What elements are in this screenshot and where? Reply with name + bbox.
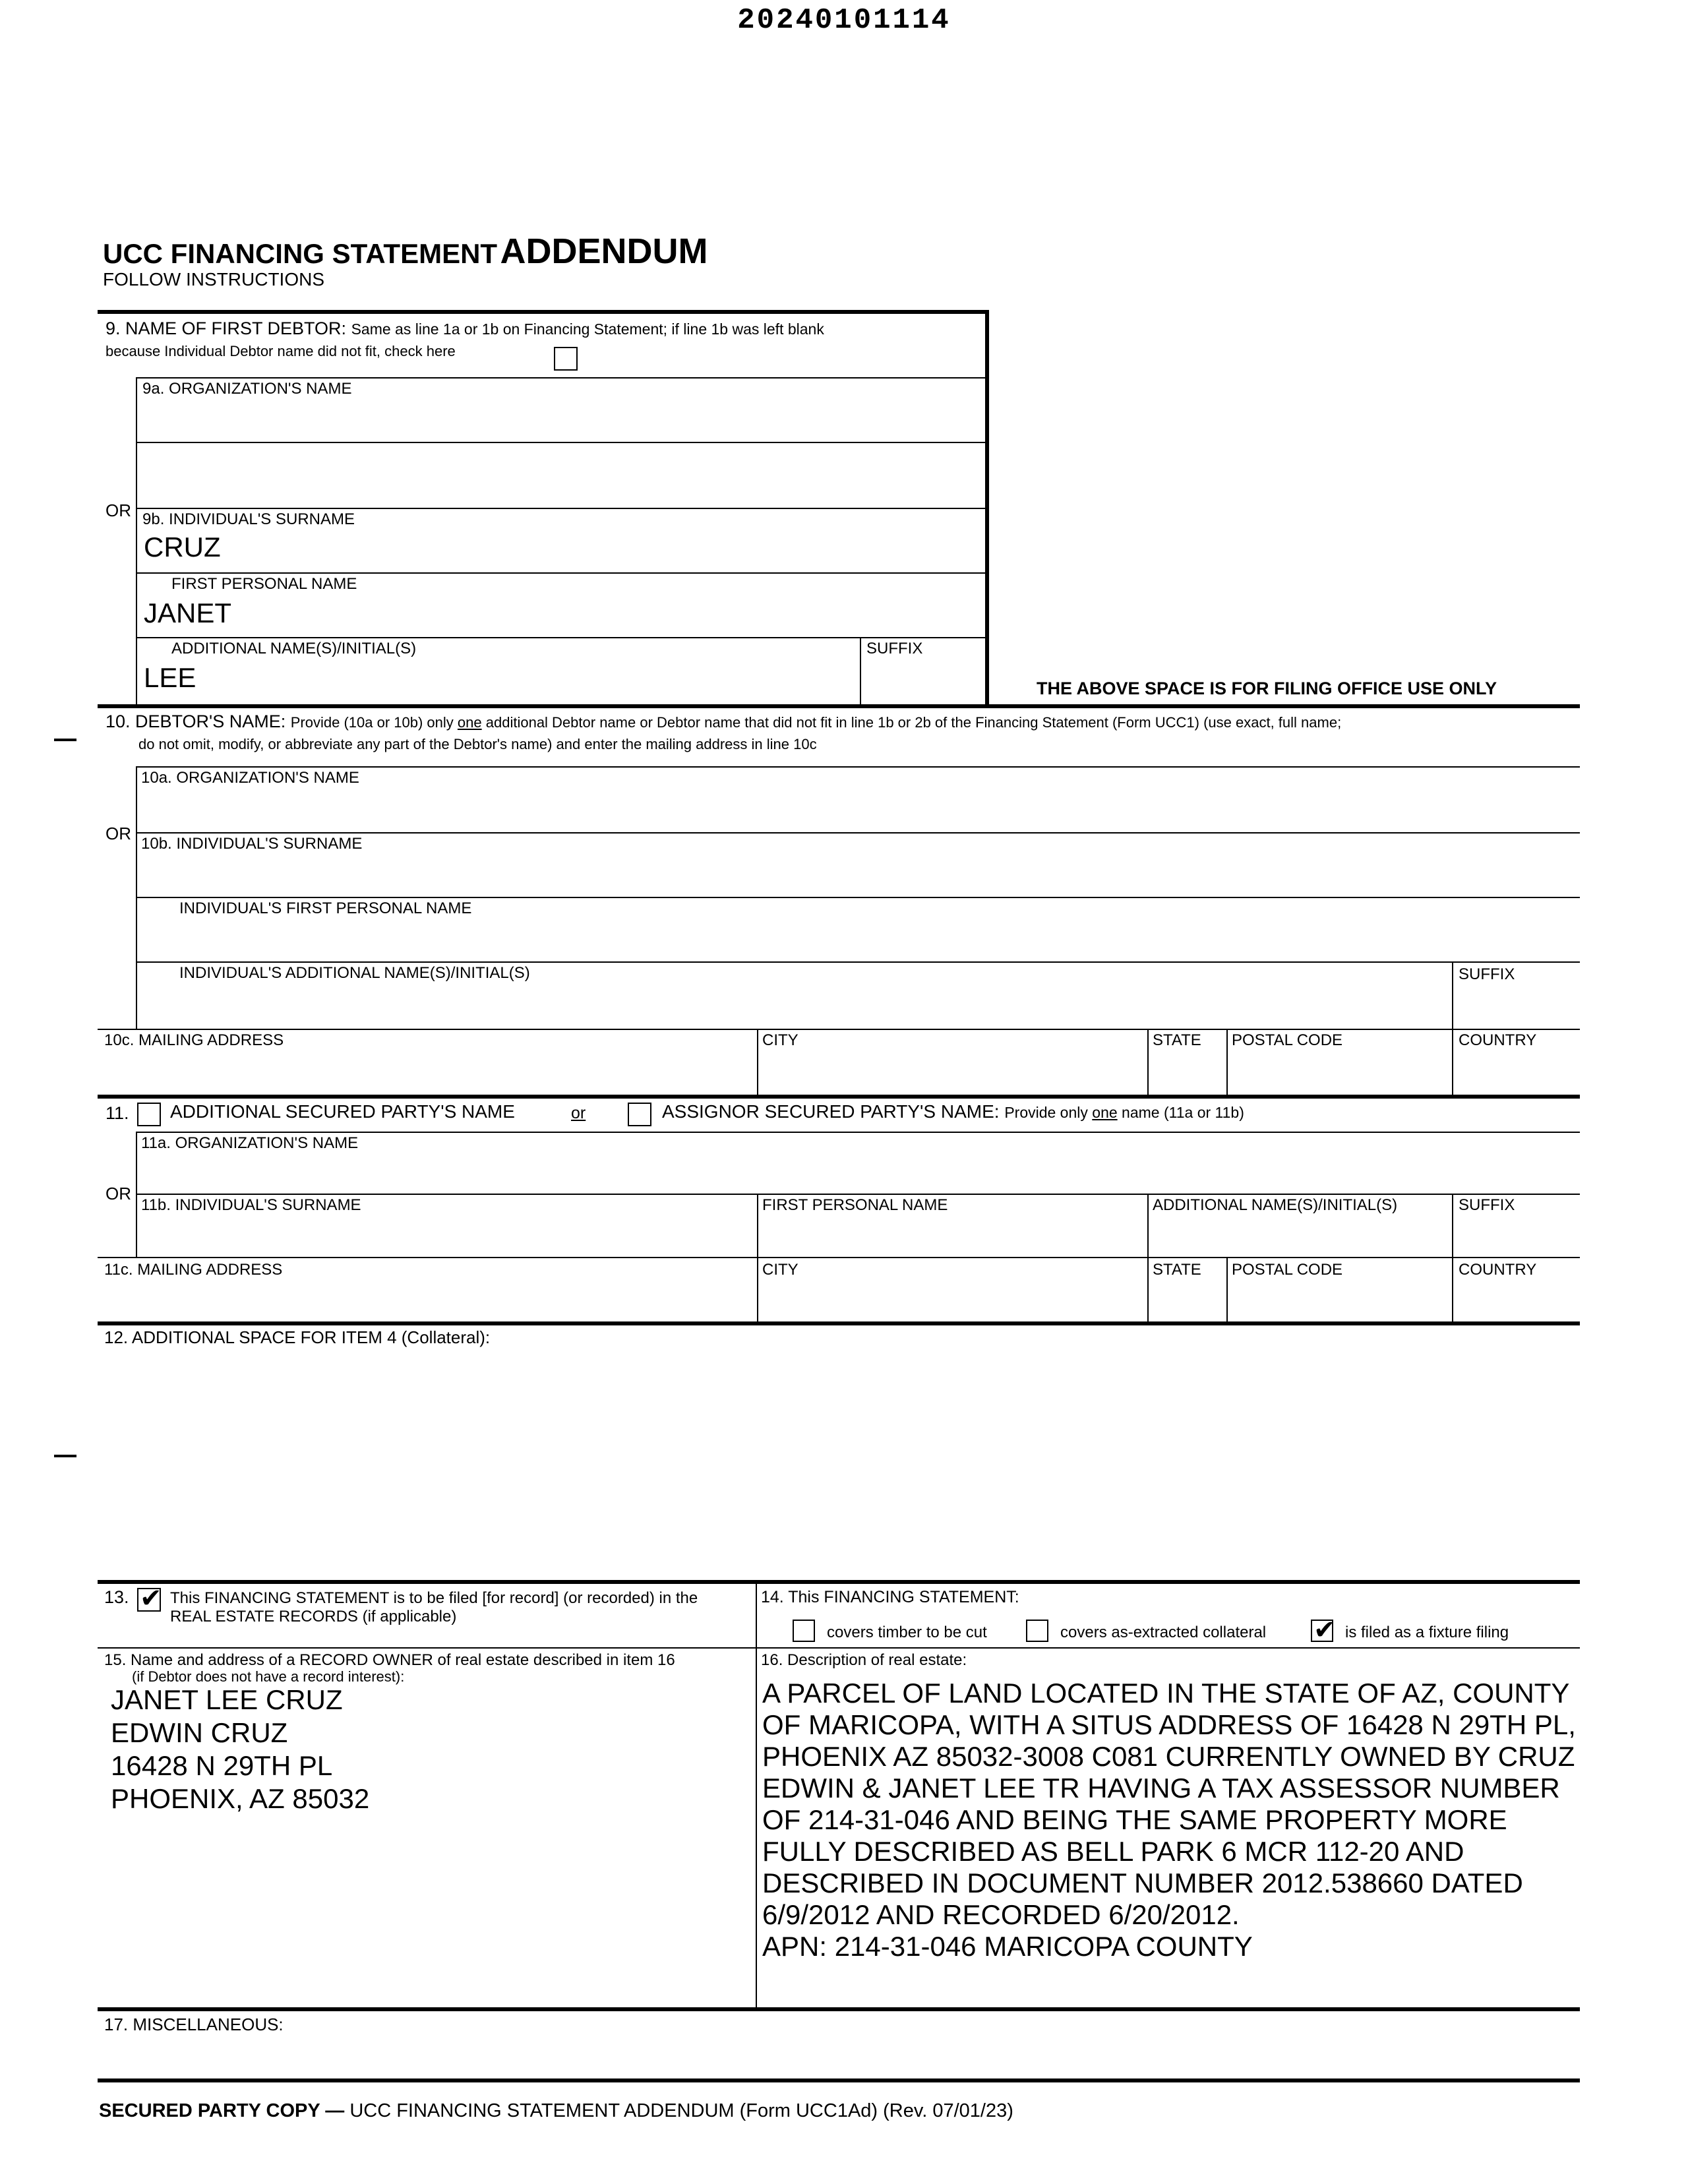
s11c-country-divider	[1452, 1257, 1453, 1323]
s10-heading	[106, 711, 1341, 733]
form-title	[103, 231, 708, 272]
s11-additional-checkbox[interactable]	[137, 1103, 161, 1126]
s10-instr1a: Provide (10a or 10b) only	[290, 714, 454, 731]
margin-mark-upper	[54, 739, 76, 741]
s11c-mailing-label: 11c. MAILING ADDRESS	[104, 1261, 283, 1279]
s15-sublabel: (if Debtor does not have a record interest):	[132, 1668, 405, 1685]
s11-instr-a: Provide only	[1004, 1104, 1088, 1121]
s10-instr1b: additional Debtor name or Debtor name that did not fit in line 1b or 2b of the Financing Statement (Form UCC1) (use exact, full name;	[485, 714, 1342, 731]
s10c-city-divider	[757, 1029, 758, 1097]
s16-desc-line-3: PHOENIX AZ 85032-3008 C081 CURRENTLY OWNED BY CRUZ	[762, 1741, 1575, 1772]
s9b-additional-label: ADDITIONAL NAME(S)/INITIAL(S)	[171, 640, 417, 657]
s11a-top	[136, 1132, 1580, 1133]
s9b-surname-value: CRUZ	[144, 531, 221, 562]
footer-form-text: UCC FINANCING STATEMENT ADDENDUM (Form UCC1Ad) (Rev. 07/01/23)	[349, 2100, 1013, 2121]
s10c-state-label: STATE	[1153, 1031, 1201, 1049]
s11-instr	[1004, 1104, 1244, 1121]
s14-fixture-checkbox[interactable]	[1311, 1615, 1336, 1645]
s16-desc-line-7: DESCRIBED IN DOCUMENT NUMBER 2012.538660 DATED	[762, 1867, 1523, 1898]
s10c-city-label: CITY	[762, 1031, 799, 1049]
s17-top-border	[98, 2007, 1580, 2011]
s9a-top	[136, 377, 985, 379]
footer-copy-label: SECURED PARTY COPY —	[99, 2100, 345, 2121]
s11a-org-label: 11a. ORGANIZATION'S NAME	[141, 1134, 359, 1152]
s13-text1: This FINANCING STATEMENT is to be filed [for record] (or recorded) in the	[170, 1589, 698, 1607]
s9b-first-top	[136, 572, 985, 574]
s10b-top	[136, 832, 1580, 834]
s13-check-mark-icon: ✔	[140, 1583, 162, 1614]
s13-text2: REAL ESTATE RECORDS (if applicable)	[170, 1608, 457, 1625]
s15-label: 15. Name and address of a RECORD OWNER of real estate described in item 16	[104, 1651, 675, 1669]
s11c-city-label: CITY	[762, 1261, 799, 1279]
s11c-state-divider	[1147, 1257, 1149, 1323]
s11-additional-label: ADDITIONAL SECURED PARTY'S NAME	[170, 1101, 515, 1122]
s11b-suffix-divider	[1452, 1194, 1453, 1258]
s10-suffix-label: SUFFIX	[1459, 965, 1515, 983]
s11b-first-label: FIRST PERSONAL NAME	[762, 1196, 948, 1214]
s9-top-border	[98, 310, 989, 314]
s16-label: 16. Description of real estate:	[761, 1651, 967, 1669]
s11c-state-label: STATE	[1153, 1261, 1201, 1279]
follow-instructions: FOLLOW INSTRUCTIONS	[103, 269, 325, 289]
s13-real-estate-checkbox[interactable]	[137, 1583, 162, 1614]
s16-desc-line-8: 6/9/2012 AND RECORDED 6/20/2012.	[762, 1899, 1240, 1930]
s12-label: 12. ADDITIONAL SPACE FOR ITEM 4 (Collateral):	[104, 1327, 491, 1347]
s9-left-border	[136, 377, 137, 706]
s9-label: 9. NAME OF FIRST DEBTOR:	[106, 318, 347, 338]
s10c-country-label: COUNTRY	[1459, 1031, 1537, 1049]
s13-num: 13.	[104, 1587, 129, 1607]
s10b-first-label: INDIVIDUAL'S FIRST PERSONAL NAME	[179, 899, 472, 917]
s11b-surname-label: 11b. INDIVIDUAL'S SURNAME	[141, 1196, 361, 1214]
margin-mark-lower	[54, 1455, 76, 1457]
s11b-top	[136, 1194, 1580, 1195]
s15-owner-line-3: 16428 N 29TH PL	[111, 1750, 333, 1781]
s10-instr1	[291, 714, 1341, 731]
s10-top-border	[98, 704, 1580, 708]
s11-or-word: or	[571, 1104, 586, 1122]
s9a-mid	[136, 442, 985, 443]
s10b-additional-top	[136, 961, 1580, 963]
s12-top-border	[98, 1321, 1580, 1325]
form-title-addendum: ADDENDUM	[500, 231, 708, 271]
s15-top-border	[98, 1647, 1580, 1649]
s10c-postal-divider	[1226, 1029, 1228, 1097]
s9b-additional-value: LEE	[144, 662, 196, 693]
s11c-postal-divider	[1226, 1257, 1228, 1323]
s11-instr-u: one	[1092, 1104, 1118, 1121]
s11-left-border	[136, 1132, 137, 1258]
file-number: 20240101114	[737, 4, 951, 37]
s10-instr1u: one	[457, 714, 482, 731]
s11-instr-b: name (11a or 11b)	[1122, 1104, 1244, 1121]
s14-extracted-label: covers as-extracted collateral	[1060, 1623, 1267, 1641]
s14-label: 14. This FINANCING STATEMENT:	[761, 1588, 1019, 1606]
s10b-additional-label: INDIVIDUAL'S ADDITIONAL NAME(S)/INITIAL(S)	[179, 964, 530, 982]
s11b-additional-divider	[1147, 1194, 1149, 1258]
s9b-surname-label: 9b. INDIVIDUAL'S SURNAME	[142, 510, 355, 528]
filing-office-note: THE ABOVE SPACE IS FOR FILING OFFICE USE ONLY	[1037, 679, 1497, 698]
s11c-country-label: COUNTRY	[1459, 1261, 1537, 1279]
s9-right-border	[985, 310, 989, 706]
s16-desc-line-4: EDWIN & JANET LEE TR HAVING A TAX ASSESSOR NUMBER	[762, 1773, 1560, 1804]
s13-top-border	[98, 1580, 1580, 1584]
footer-text	[99, 2100, 1013, 2122]
s9-suffix-divider	[860, 637, 861, 706]
s9-suffix-label: SUFFIX	[866, 640, 923, 657]
s11b-additional-label: ADDITIONAL NAME(S)/INITIAL(S)	[1153, 1196, 1398, 1214]
s10a-top	[136, 766, 1580, 768]
s10-left-border	[136, 766, 137, 1030]
s10c-country-divider	[1452, 1029, 1453, 1097]
s10-instr2: do not omit, modify, or abbreviate any part of the Debtor's name) and enter the mailing address in line 10c	[138, 736, 817, 752]
s14-timber-label: covers timber to be cut	[827, 1623, 987, 1641]
s10-label: 10. DEBTOR'S NAME:	[106, 712, 286, 731]
s9-instr2: because Individual Debtor name did not fit, check here	[106, 343, 456, 359]
s16-desc-line-6: FULLY DESCRIBED AS BELL PARK 6 MCR 112-20 AND	[762, 1836, 1464, 1867]
s11c-city-divider	[757, 1257, 758, 1323]
s10b-surname-label: 10b. INDIVIDUAL'S SURNAME	[141, 835, 363, 853]
s15-owner-line-1: JANET LEE CRUZ	[111, 1684, 343, 1715]
s10c-top	[98, 1029, 1580, 1030]
s9b-first-value: JANET	[144, 597, 232, 628]
s15-owner-line-4: PHOENIX, AZ 85032	[111, 1783, 370, 1814]
s16-desc-line-5: OF 214-31-046 AND BEING THE SAME PROPERTY MORE	[762, 1804, 1507, 1835]
s14-timber-checkbox[interactable]	[793, 1620, 815, 1642]
s17-label: 17. MISCELLANEOUS:	[104, 2015, 284, 2034]
s11-or-label: OR	[106, 1184, 131, 1203]
s14-check-mark-icon: ✔	[1313, 1615, 1336, 1645]
s10-or-label: OR	[106, 824, 131, 843]
s9b-first-label: FIRST PERSONAL NAME	[171, 575, 357, 593]
s10a-org-label: 10a. ORGANIZATION'S NAME	[141, 769, 359, 787]
s10b-first-top	[136, 897, 1580, 898]
s9-instr1: Same as line 1a or 1b on Financing Statement; if line 1b was left blank	[351, 320, 824, 338]
s9-heading	[106, 318, 824, 340]
s10c-mailing-label: 10c. MAILING ADDRESS	[104, 1031, 284, 1049]
s10c-state-divider	[1147, 1029, 1149, 1097]
footer-top-border	[98, 2078, 1580, 2082]
s14-fixture-label: is filed as a fixture filing	[1345, 1623, 1509, 1641]
s9a-org-label: 9a. ORGANIZATION'S NAME	[142, 380, 352, 398]
s9-check-here-checkbox[interactable]	[554, 347, 578, 371]
s11-assignor-heading	[662, 1101, 1244, 1123]
s11-assignor-checkbox[interactable]	[628, 1103, 651, 1126]
s11c-top	[98, 1257, 1580, 1258]
s10c-postal-label: POSTAL CODE	[1232, 1031, 1343, 1049]
s14-extracted-checkbox[interactable]	[1026, 1620, 1048, 1642]
s16-desc-line-2: OF MARICOPA, WITH A SITUS ADDRESS OF 16428 N 29TH PL,	[762, 1709, 1576, 1740]
s11b-suffix-label: SUFFIX	[1459, 1196, 1515, 1214]
s9b-additional-top	[136, 637, 985, 638]
s11c-postal-label: POSTAL CODE	[1232, 1261, 1343, 1279]
s11-num: 11.	[106, 1103, 129, 1123]
form-title-main: UCC FINANCING STATEMENT	[103, 238, 498, 269]
s9b-top	[136, 508, 985, 509]
s11b-first-divider	[757, 1194, 758, 1258]
s16-desc-line-9: APN: 214-31-046 MARICOPA COUNTY	[762, 1931, 1253, 1962]
s11-top-border	[98, 1095, 1580, 1099]
s11-assignor-label: ASSIGNOR SECURED PARTY'S NAME:	[662, 1101, 1000, 1122]
s15-owner-line-2: EDWIN CRUZ	[111, 1717, 288, 1748]
s9-or-label: OR	[106, 501, 131, 520]
s10-suffix-divider	[1452, 961, 1453, 1030]
s16-desc-line-1: A PARCEL OF LAND LOCATED IN THE STATE OF AZ, COUNTY	[762, 1678, 1570, 1709]
s13-16-column-divider	[756, 1580, 757, 2009]
